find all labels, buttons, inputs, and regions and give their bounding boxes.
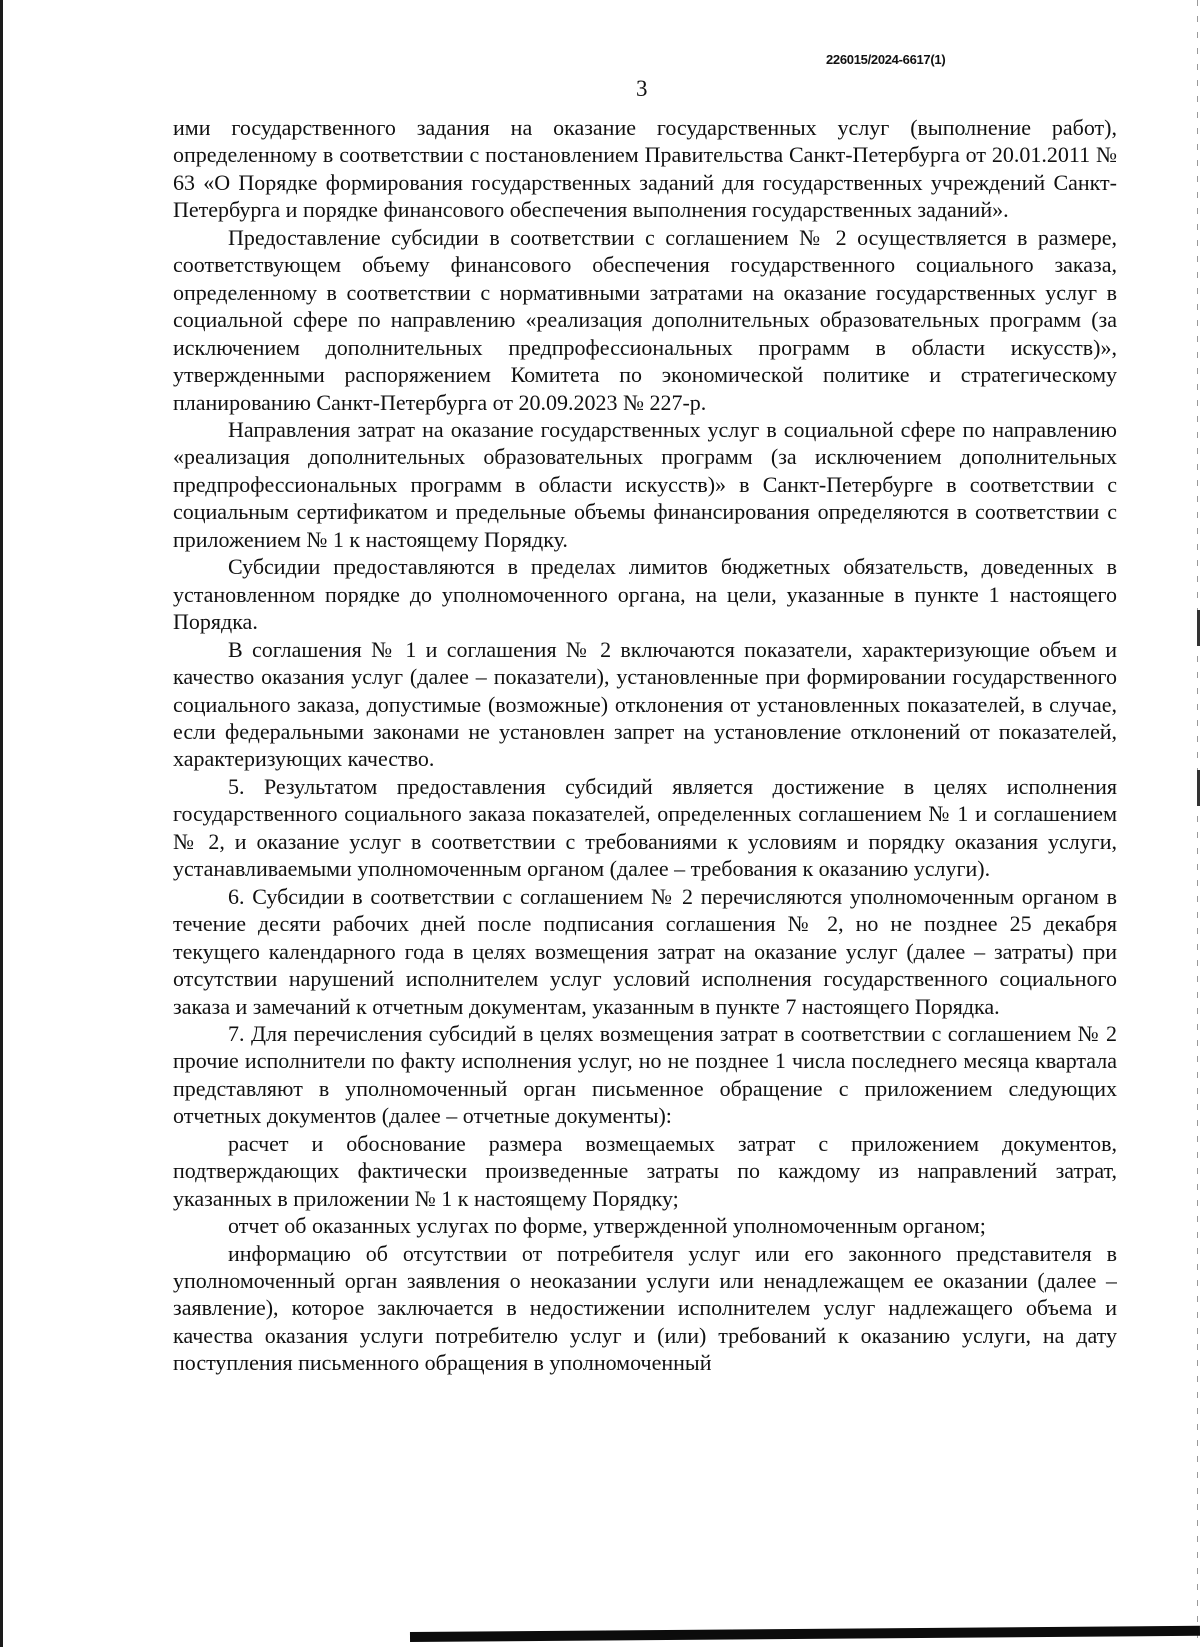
scan-edge-left	[0, 0, 3, 1647]
paragraph: 6. Субсидии в соответствии с соглашением № 2 перечисляются уполномоченным органом в течение десяти рабочих дней после подписания соглашения № 2, но не позднее 25 декабря текущего календарного года в целях возмещения затрат на оказание услуг (далее – затраты) при отсутствии нарушений исполнителем услуг условий исполнения государственного социального заказа и замечаний к отчетным документам, указанным в пункте 7 настоящего Порядка.	[173, 883, 1117, 1019]
paragraph: Субсидии предоставляются в пределах лимитов бюджетных обязательств, доведенных в установленном порядке до уполномоченного органа, на цели, указанные в пункте 1 настоящего Порядка.	[173, 554, 1117, 635]
paragraph: 5. Результатом предоставления субсидий является достижение в целях исполнения государственного социального заказа показателей, определенных соглашением № 1 и соглашением № 2, и оказание услуг в соответствии с требованиями к условиям и порядку оказания услуги, устанавливаемыми уполномоченным органом (далее – требования к оказанию услуги).	[173, 773, 1117, 882]
paragraph: информацию об отсутствии от потребителя услуг или его законного представителя в уполномоченный орган заявления о неоказании услуги или ненадлежащем ее оказании (далее – заявление), которое заключается в недостижении исполнителем услуг надлежащего объема и качества оказания услуги потребителю услуг и (или) требований к оказанию услуги, на дату поступления письменного обращения в уполномоченный	[173, 1240, 1117, 1376]
paragraph: В соглашения № 1 и соглашения № 2 включаются показатели, характеризующие объем и качество оказания услуг (далее – показатели), установленные при формировании государственного социального заказа, допустимые (возможные) отклонения от установленных показателей, в случае, если федеральными законами не установлен запрет на установление отклонений от показателей, характеризующих качество.	[173, 636, 1117, 772]
paragraph: отчет об оказанных услугах по форме, утвержденной уполномоченным органом;	[228, 1213, 986, 1239]
document-body	[173, 114, 1117, 1534]
paragraph: ими государственного задания на оказание государственных услуг (выполнение работ), определенному в соответствии с постановлением Правительства Санкт-Петербурга от 20.01.2011 № 63 «О Порядке формирования государственных заданий для государственных учреждений Санкт-Петербурга и порядке финансового обеспечения выполнения государственных заданий».	[173, 115, 1117, 223]
scan-edge-right	[1197, 0, 1198, 1647]
paragraph: расчет и обоснование размера возмещаемых затрат с приложением документов, подтверждающих фактически произведенные затраты по каждому из направлений затрат, указанных в приложении № 1 к настоящему Порядку;	[173, 1130, 1117, 1211]
document-id: 226015/2024-6617(1)	[826, 52, 946, 67]
paragraph: 7. Для перечисления субсидий в целях возмещения затрат в соответствии с соглашением № 2 прочие исполнители по факту исполнения услуг, но не позднее 1 числа последнего месяца квартала представляют в уполномоченный орган письменное обращение с приложением следующих отчетных документов (далее – отчетные документы):	[173, 1020, 1117, 1129]
page-number: 3	[636, 76, 648, 101]
scan-bottom-edge	[410, 1626, 1200, 1642]
paragraph: Направления затрат на оказание государственных услуг в социальной сфере по направлению «реализация дополнительных образовательных программ (за исключением дополнительных предпрофессиональных программ в области искусств)» в Санкт-Петербурге в соответствии с социальным сертификатом и предельные объемы финансирования определяются в соответствии с приложением № 1 к настоящему Порядку.	[173, 416, 1117, 552]
paragraph: Предоставление субсидии в соответствии с соглашением № 2 осуществляется в размере, соответствующем объему финансового обеспечения государственного социального заказа, определенному в соответствии с нормативными затратами на оказание государственных услуг в социальной сфере по направлению «реализация дополнительных образовательных программ (за исключением дополнительных предпрофессиональных программ в области искусств)», утвержденными распоряжением Комитета по экономической политике и стратегическому планированию Санкт-Петербурга от 20.09.2023 № 227-р.	[173, 224, 1117, 415]
